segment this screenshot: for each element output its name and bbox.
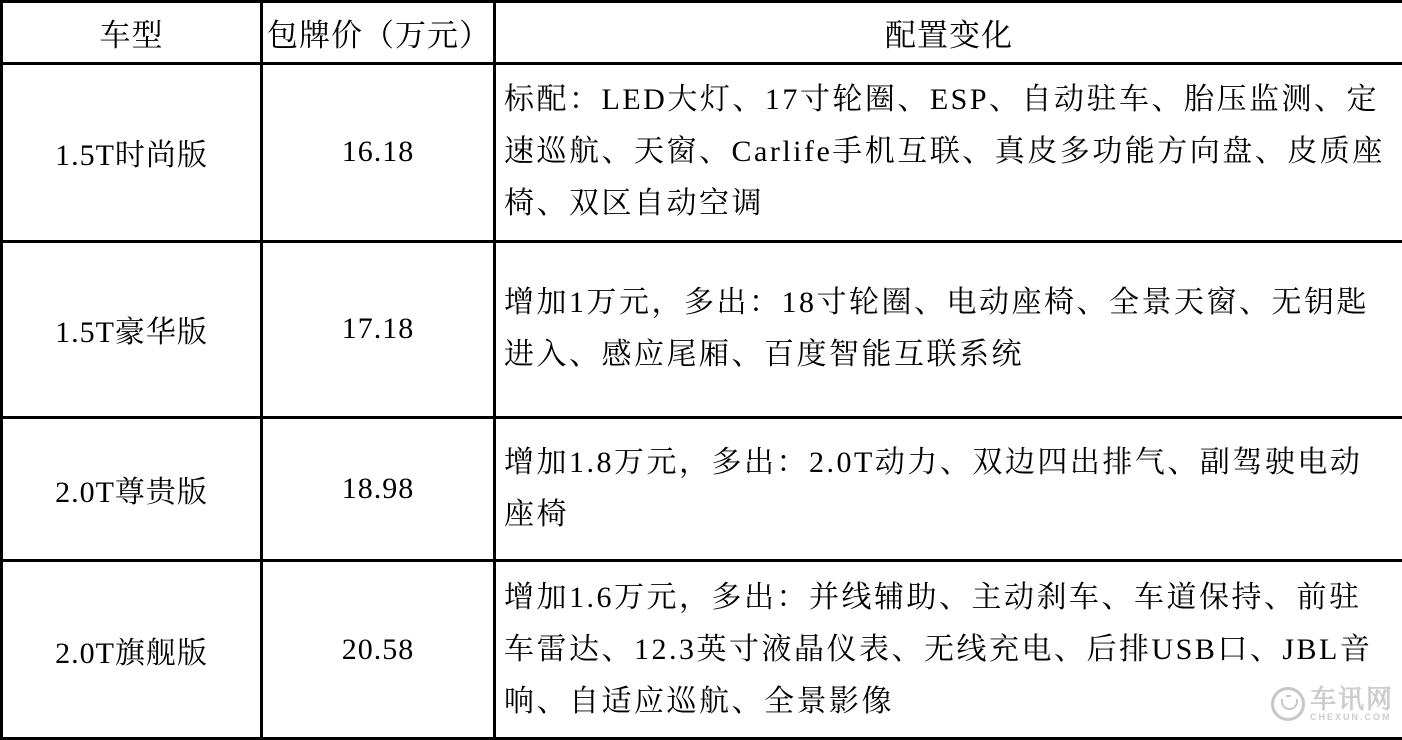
config-cell: 增加1.6万元，多出：并线辅助、主动刹车、车道保持、前驻车雷达、12.3英寸液晶仪表、无线充电、后排USB口、JBL音响、自适应巡航、全景影像 xyxy=(495,561,1402,739)
watermark-text xyxy=(1310,686,1394,722)
table-row xyxy=(2,417,1402,561)
table-row xyxy=(2,561,1402,739)
header-config: 配置变化 xyxy=(495,2,1402,64)
model-cell: 2.0T旗舰版 xyxy=(2,561,262,739)
model-cell: 1.5T豪华版 xyxy=(2,241,262,417)
chexun-logo-icon xyxy=(1271,687,1305,721)
price-cell: 17.18 xyxy=(262,241,495,417)
table-row xyxy=(2,64,1402,242)
watermark-site-name: 车讯网 xyxy=(1309,684,1394,714)
header-price: 包牌价（万元） xyxy=(262,2,495,64)
config-cell: 标配：LED大灯、17寸轮圈、ESP、自动驻车、胎压监测、定速巡航、天窗、Carlife手机互联、真皮多功能方向盘、皮质座椅、双区自动空调 xyxy=(495,64,1402,242)
price-cell: 16.18 xyxy=(262,64,495,242)
price-cell: 20.58 xyxy=(262,561,495,739)
header-model: 车型 xyxy=(2,2,262,64)
watermark-site-domain: CHEXUN.COM xyxy=(1309,712,1392,722)
table-header-row xyxy=(2,2,1402,64)
model-cell: 1.5T时尚版 xyxy=(2,64,262,242)
chexun-watermark xyxy=(1271,686,1394,722)
config-cell: 增加1万元，多出：18寸轮圈、电动座椅、全景天窗、无钥匙进入、感应尾厢、百度智能互联系统 xyxy=(495,241,1402,417)
price-cell: 18.98 xyxy=(262,417,495,561)
table-row xyxy=(2,241,1402,417)
config-cell: 增加1.8万元，多出：2.0T动力、双边四出排气、副驾驶电动座椅 xyxy=(495,417,1402,561)
model-cell: 2.0T尊贵版 xyxy=(2,417,262,561)
